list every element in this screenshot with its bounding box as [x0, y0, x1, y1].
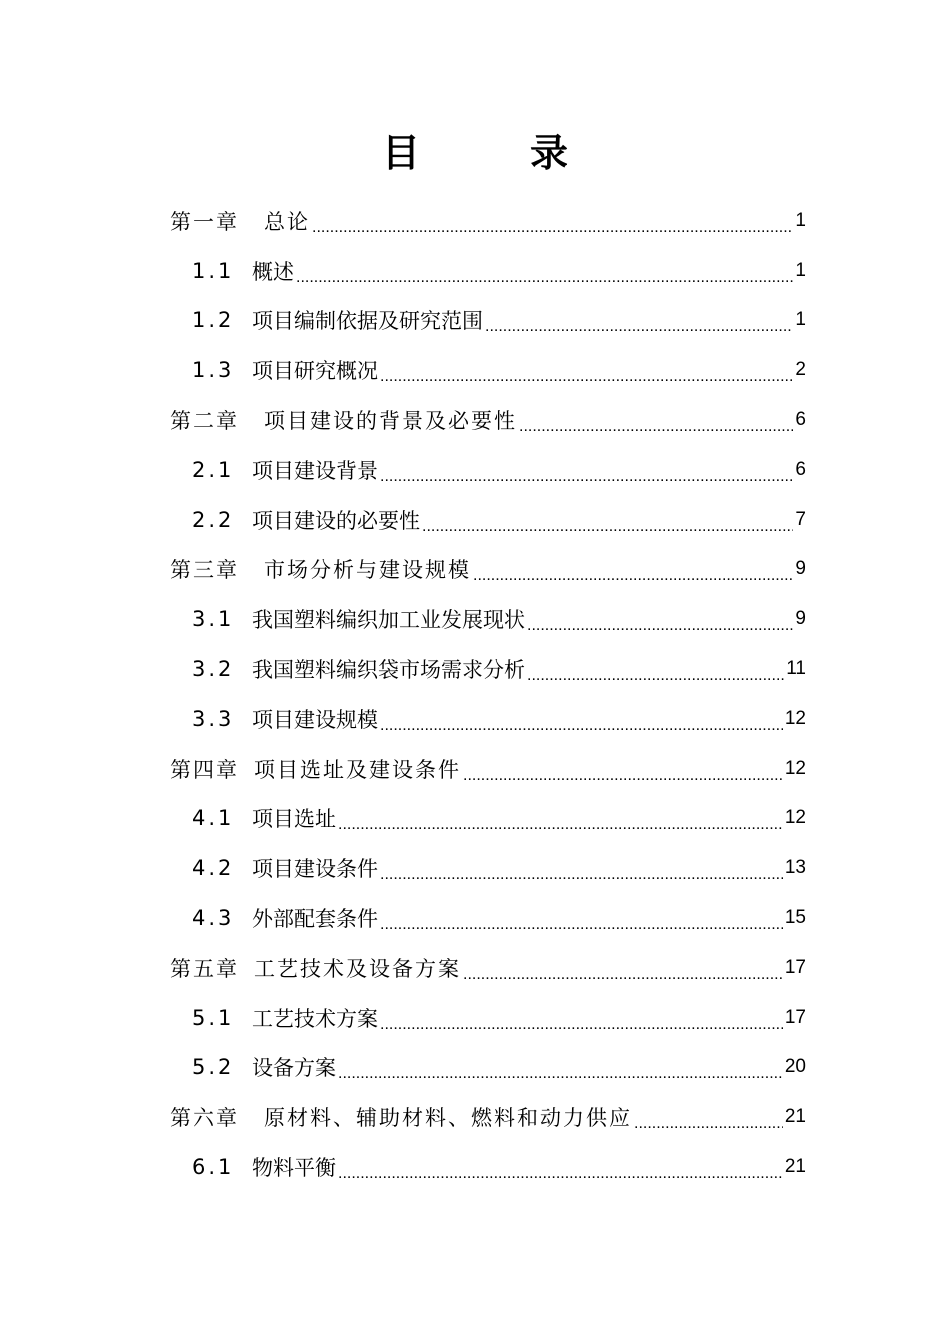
entry-number: 2.1	[192, 457, 235, 482]
toc-entry-section-6-1[interactable]	[170, 1142, 806, 1192]
entry-title: 工艺技术方案	[252, 1006, 378, 1031]
entry-title: 项目建设背景	[252, 458, 378, 483]
entry-number: 第五章	[170, 956, 239, 981]
dot-leader	[485, 312, 793, 334]
entry-page-number: 12	[784, 807, 806, 829]
entry-number: 第四章	[170, 757, 239, 782]
toc-title: 目 录	[381, 131, 604, 175]
entry-title: 物料平衡	[252, 1156, 336, 1181]
dot-leader	[380, 910, 783, 932]
entry-page-number: 2	[795, 359, 806, 381]
entry-number: 5.2	[192, 1055, 235, 1080]
entry-title: 我国塑料编织袋市场需求分析	[252, 658, 525, 683]
dot-leader	[473, 561, 793, 583]
entry-number: 4.1	[192, 806, 235, 831]
entry-number: 6.1	[192, 1155, 235, 1180]
dot-leader	[527, 611, 793, 633]
toc-entry-section-3-2[interactable]	[170, 644, 806, 694]
dot-leader	[463, 960, 783, 982]
dot-leader	[380, 1010, 783, 1032]
entry-page-number: 9	[795, 558, 806, 580]
entry-number: 5.1	[192, 1005, 235, 1030]
toc-entry-section-4-2[interactable]	[170, 843, 806, 893]
entry-number: 第六章	[170, 1106, 239, 1131]
toc-entry-section-3-3[interactable]	[170, 694, 806, 744]
toc-list	[170, 196, 806, 1192]
dot-leader	[338, 810, 783, 832]
entry-number: 2.2	[192, 507, 235, 532]
entry-number: 1.3	[192, 358, 235, 383]
toc-entry-section-1-2[interactable]	[170, 296, 806, 346]
toc-entry-section-1-1[interactable]	[170, 246, 806, 296]
toc-entry-section-5-2[interactable]	[170, 1043, 806, 1093]
entry-page-number: 7	[795, 508, 806, 530]
entry-number: 第二章	[170, 409, 239, 434]
entry-number: 第三章	[170, 558, 239, 583]
entry-title: 设备方案	[252, 1056, 336, 1081]
entry-page-number: 6	[795, 409, 806, 431]
dot-leader	[312, 213, 793, 235]
entry-page-number: 1	[795, 209, 806, 231]
entry-page-number: 17	[784, 1006, 806, 1028]
entry-number: 第一章	[170, 209, 239, 234]
entry-page-number: 21	[784, 1156, 806, 1178]
entry-number: 3.2	[192, 657, 235, 682]
dot-leader	[338, 1159, 783, 1181]
toc-entry-section-4-3[interactable]	[170, 893, 806, 943]
entry-page-number: 12	[784, 757, 806, 779]
dot-leader	[519, 412, 793, 434]
toc-entry-section-1-3[interactable]	[170, 345, 806, 395]
entry-page-number: 11	[786, 658, 806, 680]
entry-title: 工艺技术及设备方案	[254, 956, 461, 981]
dot-leader	[422, 512, 793, 534]
entry-page-number: 17	[784, 956, 806, 978]
entry-page-number: 1	[795, 309, 806, 331]
dot-leader	[296, 263, 793, 285]
entry-title: 项目选址及建设条件	[254, 757, 461, 782]
entry-title: 市场分析与建设规模	[264, 558, 471, 583]
entry-page-number: 15	[784, 907, 806, 929]
dot-leader	[527, 661, 784, 683]
entry-page-number: 20	[784, 1056, 806, 1078]
toc-entry-section-3-1[interactable]	[170, 594, 806, 644]
entry-page-number: 1	[795, 259, 806, 281]
toc-entry-section-5-1[interactable]	[170, 993, 806, 1043]
toc-entry-section-2-1[interactable]	[170, 445, 806, 495]
entry-page-number: 13	[784, 857, 806, 879]
entry-title: 我国塑料编织加工业发展现状	[252, 608, 525, 633]
entry-title: 项目研究概况	[252, 359, 378, 384]
entry-page-number: 6	[795, 458, 806, 480]
entry-number: 4.2	[192, 856, 235, 881]
entry-title: 概述	[252, 259, 294, 284]
toc-entry-chapter-1[interactable]	[170, 196, 806, 246]
entry-title: 项目选址	[252, 807, 336, 832]
entry-title: 项目建设的背景及必要性	[264, 409, 517, 434]
entry-title: 项目建设的必要性	[252, 508, 420, 533]
entry-title: 原材料、辅助材料、燃料和动力供应	[264, 1106, 632, 1131]
entry-number: 3.1	[192, 607, 235, 632]
entry-page-number: 9	[795, 608, 806, 630]
entry-title: 项目建设条件	[252, 857, 378, 882]
dot-leader	[634, 1109, 783, 1131]
entry-page-number: 21	[784, 1106, 806, 1128]
entry-number: 3.3	[192, 706, 235, 731]
toc-entry-section-4-1[interactable]	[170, 794, 806, 844]
toc-entry-chapter-5[interactable]	[170, 943, 806, 993]
entry-title: 项目建设规模	[252, 707, 378, 732]
dot-leader	[380, 711, 783, 733]
entry-title: 外部配套条件	[252, 907, 378, 932]
toc-entry-chapter-6[interactable]	[170, 1092, 806, 1142]
toc-entry-chapter-2[interactable]	[170, 395, 806, 445]
dot-leader	[380, 362, 793, 384]
dot-leader	[380, 462, 793, 484]
entry-title: 项目编制依据及研究范围	[252, 309, 483, 334]
entry-number: 1.2	[192, 308, 235, 333]
entry-number: 1.1	[192, 258, 235, 283]
entry-title: 总论	[264, 209, 310, 234]
entry-number: 4.3	[192, 906, 235, 931]
toc-entry-chapter-4[interactable]	[170, 744, 806, 794]
entry-page-number: 12	[784, 707, 806, 729]
toc-entry-section-2-2[interactable]	[170, 495, 806, 545]
dot-leader	[463, 761, 783, 783]
dot-leader	[338, 1059, 783, 1081]
dot-leader	[380, 860, 783, 882]
toc-entry-chapter-3[interactable]	[170, 545, 806, 595]
